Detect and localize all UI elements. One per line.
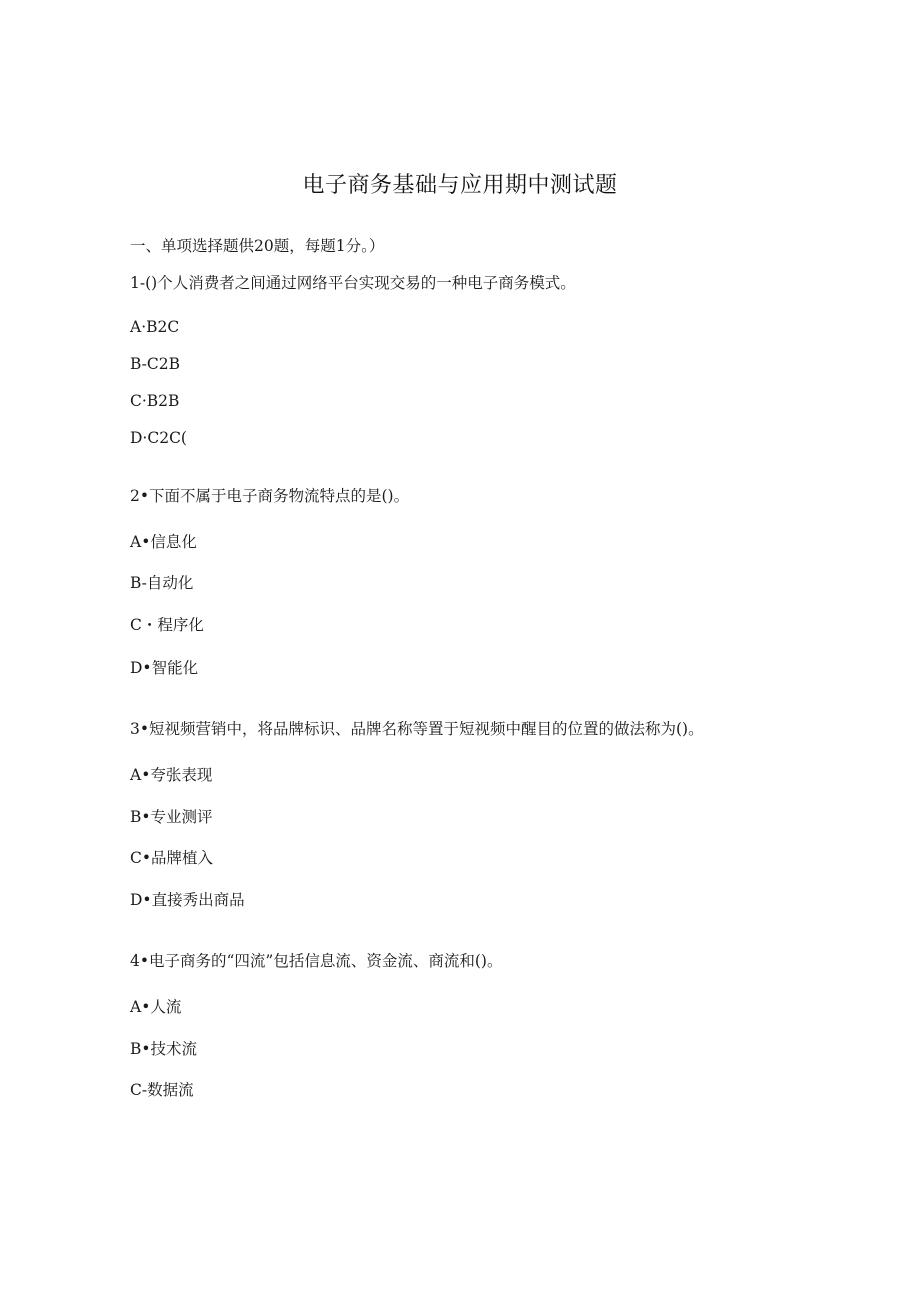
page-title: 电子商务基础与应用期中测试题 bbox=[302, 173, 618, 198]
question-1-option-c: C·B2B bbox=[130, 392, 180, 410]
question-4-option-a: A•人流 bbox=[130, 998, 182, 1016]
question-2-option-d: D•智能化 bbox=[130, 659, 199, 677]
question-1-option-a: A·B2C bbox=[130, 318, 180, 336]
question-1-option-b: B-C2B bbox=[130, 355, 181, 373]
question-1-option-d: D·C2C( bbox=[130, 429, 187, 447]
question-4-stem: 4•电子商务的“四流”包括信息流、资金流、商流和()。 bbox=[130, 952, 503, 970]
question-2-option-c: C・程序化 bbox=[130, 616, 204, 634]
section-heading: 一、单项选择题供20题，每题1分。） bbox=[130, 237, 385, 255]
question-3-option-d: D•直接秀出商品 bbox=[130, 891, 245, 909]
question-2-option-a: A•信息化 bbox=[130, 533, 197, 551]
question-1-stem: 1-()个人消费者之间通过网络平台实现交易的一种电子商务模式。 bbox=[130, 274, 576, 292]
question-2-option-b: B-自动化 bbox=[130, 574, 194, 592]
question-4-option-b: B•技术流 bbox=[130, 1040, 198, 1058]
question-2-stem: 2•下面不属于电子商务物流特点的是()。 bbox=[130, 487, 410, 505]
question-3-option-a: A•夸张表现 bbox=[130, 766, 213, 784]
question-3-option-c: C•品牌植入 bbox=[130, 849, 214, 867]
question-3-option-b: B•专业测评 bbox=[130, 808, 213, 826]
question-4-option-c: C-数据流 bbox=[130, 1081, 194, 1099]
question-3-stem: 3•短视频营销中，将品牌标识、品牌名称等置于短视频中醒目的位置的做法称为()。 bbox=[130, 720, 704, 738]
